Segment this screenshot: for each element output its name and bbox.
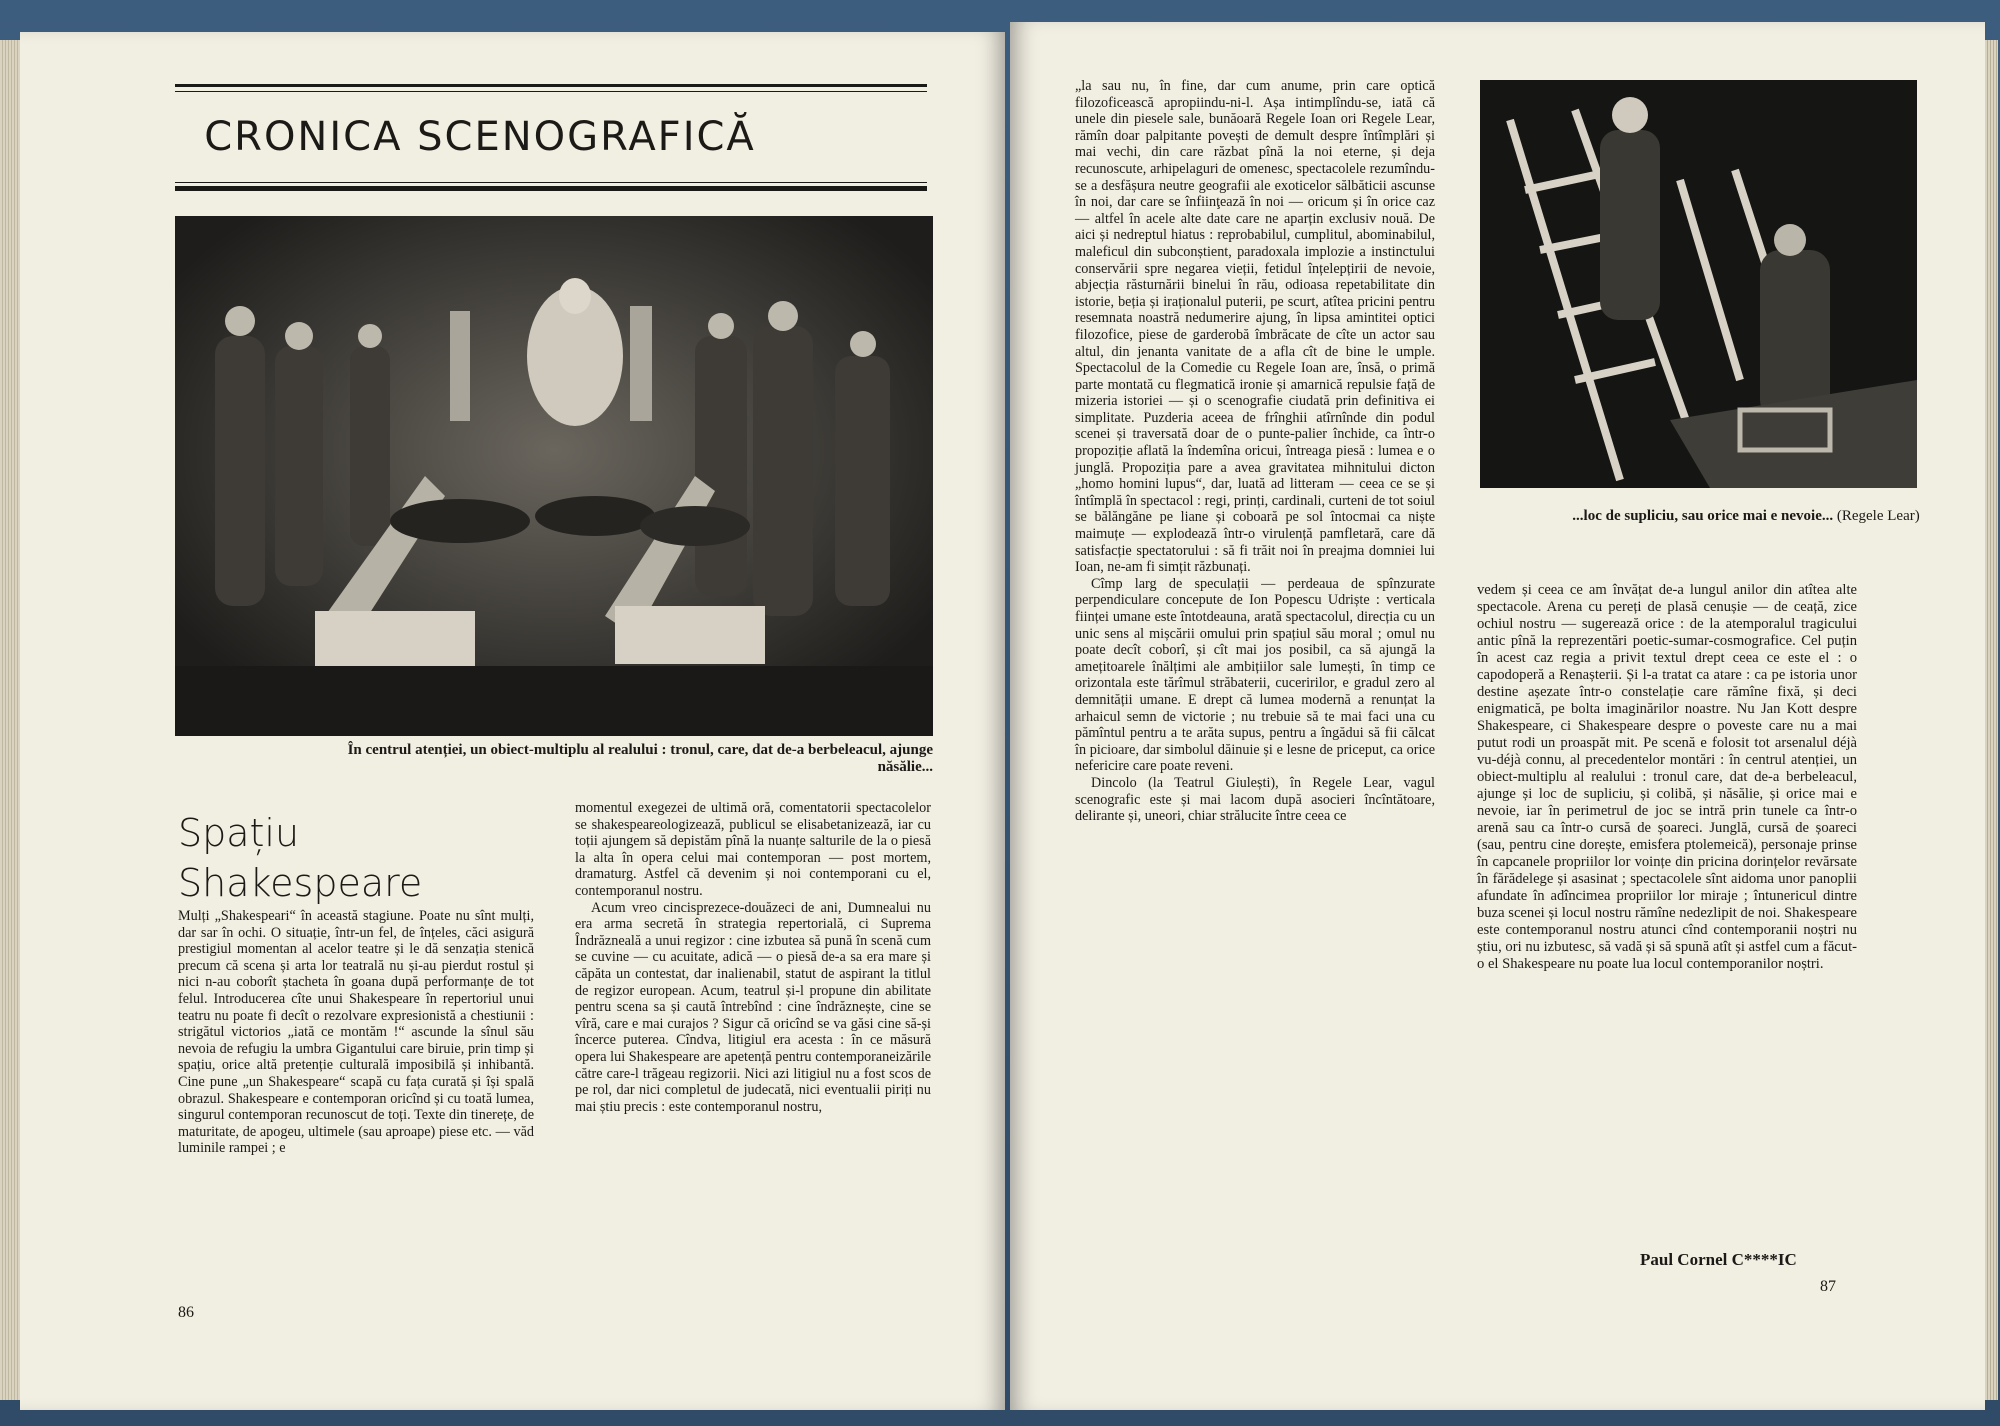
right-column-1-paragraph-1: „la sau nu, în fine, dar cum anume, prin care optică filozoficească apropiindu-ni-l. Așa intimplîndu-se, iată că unele din piesele sale, bunăoară Regele Ioan ori Regele Lear, rămîn doar palpitante povești de demult despre întîmplări și mai vechi, din care răzbat pînă la noi eterne, și deja recunoscute, arhipelaguri de omenesc, spectacolele rezumîndu-se a desfășura neutre geografii ale exoticelor sălbăticii ascunse în noi, dar care se înfiinţează în noi — oricum și în orice caz — altfel în acele alte date care ne aparțin exclusiv nouă. De aici și nedreptul hiatus : reprobabilul, cumplitul, abominabilul, maleficul din subconștient, paradoxala implozie a instinctului conservării spre negarea vieții, fetidul înțelepțirii de nevoie, abjecția răsturnării binelui în rău, odioasa repetabilitate din istorie, bețiа și iraționalul puterii, pe scurt, atîtea pricini pentru resemnata noastră nedumerire ajung, în lipsa amintitei optici filozofice, piese de garderobă îmbrăcate de cîte un actor sau altul, din jenanta vanitate de a afla cît de bine le umple. Spectacolul de la Comedie cu Regele Ioan are, însă, o primă parte montată cu flegmatică ironie și amarnică repulsie față de mizeria istoriei — și o scenografie ciudată prin definitiva ei simplitate. Puzderia aceea de frînghii atîrnînde din podul scenei și traversată doar de o punte-palier închide, ca într-o propoziție aflată la îndemîna oricui, întreaga piesă : lumea e o junglă. Propoziția pare a avea gravitatea mihnitului dicton „homo homini lupus“, dar, luată ad litteram — ceea ce se și întîmplă în spectacol : regi, prinți, cardinali, curteni de tot soiul se bălăngăne pe liane și coboară pe sol întocmai ca niște maimuțe — explodează într-o virulență pamfletară, care dă satisfacție spectatorului : să fi trăit noi în preajma domniei lui Ioan, ne-am fi simțit răzbunați. xyxy=(1075,78,1435,576)
section-title: CRONICA SCENOGRAFICĂ xyxy=(204,114,756,160)
column-2-paragraph-1: momentul exegezei de ultimă oră, comentatorii spectacolelor se shakespeareologizează, publicul se elisabetanizează, iar cu toții ajungem să depistăm pînă la nuanțe salturile de la o piesă la alta în opera celui mai contemporan — post mortem, dramaturg. Astfel că devenim și noi contemporani cu el, contemporanul nostru. xyxy=(575,800,931,899)
right-column-1-paragraph-2: Cîmp larg de speculații — perdeaua de spînzurate perpendiculare concepute de Ion Popescu Udriște : verticala ființei umane este întotdeauna, arată spectacolul, direcția cu un unic sens al mișcării omului prin spațiul său moral ; omul nu poate decît coborî, și cît mai jos posibil, ca să ajungă la amețitoarele înălțimi ale ambițiilor sale lumești, în timp ce orizontala este tărîmul străbaterii, cuceririlor, e gradul zero al demnității umane. E drept că lumea modernă a renunțat la arhaicul semn de victorie ; nu trebuie să te mai faci una cu pămîntul pentru a te arăta supus, pentru a îngădui să fii călcat în picioare, dar simbolul dăinuie și e lesne de priceput, ca orice nefericire care poate reveni. xyxy=(1075,575,1435,775)
photo-caption-right xyxy=(1570,508,1922,525)
column-2-paragraph-2: Acum vreo cincisprezece-douăzeci de ani, Dumnealui nu era arma secretă în strategia repertorială, ci Suprema Îndrăzneală a unui regizor : cine izbutea să pună în scenă cum se cuvine — cu acuitate, adică — o piesă de-a sa era mare și căpăta un contestat, dar inalienabil, statut de aspirant la titlul de regizor european. Acum, teatrul și-l propune din abilitate pentru scena sa și caută întrebînd : cine îndrăznește, cine se vîră, care e mai curajos ? Sigur că oricînd se va găsi cine să-și încerce puterea. Cîndva, litigiul era acesta : în ce măsură opera lui Shakespeare are apetență pentru contemporaneizările către care-l trăgeau regizorii. Nici azi litigiul nu a fost scos de pe rol, dar nici completul de judecată, nici eventualii piriți nu mai știu precis : este contemporanul nostru, xyxy=(575,899,931,1115)
stage-photo-regele-lear xyxy=(1480,80,1917,488)
right-caption-plain: (Regele Lear) xyxy=(1836,508,1920,524)
author-signature: Paul Cornel C****IC xyxy=(1640,1250,1797,1269)
header-rule-top xyxy=(175,84,927,87)
article-column-1 xyxy=(178,908,534,1157)
right-caption-bold: ...loc de supliciu, sau orice mai e nevoie... xyxy=(1572,508,1834,524)
header-rule-bottom-thin xyxy=(175,182,927,183)
photo-caption-left: În centrul atenției, un obiect-multiplu al realului : tronul, care, dat de-a berbeleacul, ajunge năsălie... xyxy=(347,742,933,775)
stage-photo-regele-ioan xyxy=(175,216,933,736)
column-1-text: Mulți „Shakespeari“ în această stagiune. Poate nu sînt mulți, dar sar în ochi. O situație, într-un fel, de înțeles, căci asigură prestigiul momentan al acelor teatre și le dă senzația stenică precum că scena și arta lor teatrală nu și-au pierdut rostul și nici n-au coborît ștacheta în goana după performanțe de tot felul. Introducerea cîte unui Shakespeare în repertoriul unui teatru nu poate fi decît o rezolvare expresionistă a chestiunii : strigătul victorios „iată ce montăm !“ ascunde la sînul său nevoia de refugiu la umbra Gigantului care biruie, prin timp și spațiu, orice altă pretenție culturală imposibilă și inhibantă. Cine pune „un Shakespeare“ scapă cu fața curată și își spală obrazul. Shakespeare e contemporan oricînd și cu toată lumea, singurul contemporan recunoscut de toți. Texte din tinerețe, de maturitate, de apogeu, ultimele (sau aproape) piese etc. — văd luminile rampei ; e xyxy=(178,908,534,1157)
page-edges-left xyxy=(0,40,22,1400)
header-rule-top-thin xyxy=(175,91,927,92)
right-column-1 xyxy=(1075,78,1435,825)
article-column-2 xyxy=(575,800,931,1115)
right-column-2 xyxy=(1477,582,1857,973)
article-headline xyxy=(178,808,422,908)
right-page xyxy=(1010,22,1985,1410)
headline-line-2: Shakespeare xyxy=(178,861,423,905)
page-number-right: 87 xyxy=(1820,1278,1836,1295)
page-number-left: 86 xyxy=(178,1304,194,1321)
header-rule-bottom xyxy=(175,186,927,191)
left-page xyxy=(20,32,1005,1410)
headline-line-1: Spațiu xyxy=(178,811,300,855)
right-column-2-text: vedem și ceea ce am învățat de-a lungul anilor din atîtea alte spectacole. Arena cu pereți de plasă cenușie — de ceață, zice ochiul nostru — sugerează orice : de la atemporalul tragicului antic pînă la reprezentări poetic-sumar-cosmografice. Cel puțin în acest caz regia a privit textul drept ceea ce este el : o capodoperă a Renașterii. Și l-a tratat ca atare : ca pe istoria unor destine așezate într-o constelație care rămîne fixă, și deci enigmatică, pe bolta imaginărilor noastre. Nu Jan Kott despre Shakespeare, ci Shakespeare despre o poveste care nu a mai putut rodi un proaspăt mit. Pe scenă e folosit tot arsenalul déjà vu-déjà connu, al precedentelor montări : în centrul atenției, un obiect-multiplu al realului : tronul care, dat de-a berbeleacul, ajunge și loc de supliciu, și colibă, și năsălie, și orice mai e nevoie, iar în perimetrul de joc se intră prin tunele ca într-o arenă sau ca într-o cursă de șoareci. Junglă, cursă de șoareci (sau, pentru cine dorește, emisfera ptolemeică), personaje prinse în capcanele propriilor lor voințe din pricina dorințelor revărsate în fărădelege și asasinat ; spectacolele sînt aidoma unor panoplii afundate în adîncimea propriilor lor miraje ; întunericul dintre buza scenei și locul nostru rămîne nedezlipit de noi. Shakespeare este contemporanul nostru atunci cînd contemporanii noștri nu știu, ori nu izbutesc, să vadă și să spună atît și astfel cum a făcut-o el Shakespeare nu poate lua locul contemporanilor noștri. xyxy=(1477,582,1857,972)
right-column-1-paragraph-3: Dincolo (la Teatrul Giulești), în Regele Lear, vagul scenografic este și mai lacom după asocieri încîntătoare, delirante și, uneori, chiar strălucite între ceea ce xyxy=(1075,774,1435,825)
